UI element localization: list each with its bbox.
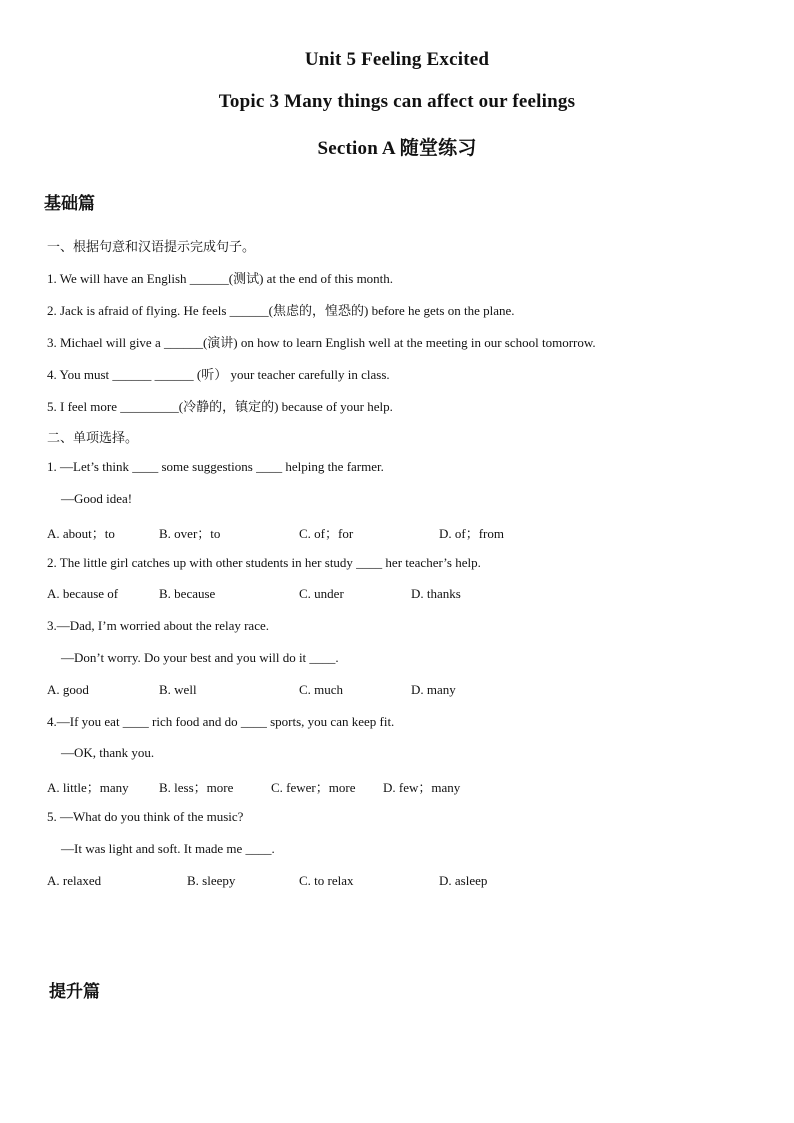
mc-question-3-option-a: A. good [47, 682, 89, 697]
mc-question-2-option-a: A. because of [47, 586, 119, 601]
mc-question-5-option-c: C. to relax [299, 873, 354, 888]
mc-question-5-reply: —It was light and soft. It made me ____. [61, 841, 275, 856]
fill-item-2: 2. Jack is afraid of flying. He feels ______(焦虑的，惶恐的) before he gets on the plane. [47, 303, 515, 318]
mc-question-1-stem: 1. —Let’s think ____ some suggestions ____ helping the farmer. [47, 459, 384, 474]
mc-question-3-reply: —Don’t worry. Do your best and you will do it ____. [61, 650, 339, 665]
page-title-section: Section A 随堂练习 [317, 138, 477, 159]
mc-question-1-option-b: B. over；to [159, 526, 221, 541]
mc-question-4-stem: 4.—If you eat ____ rich food and do ____ sports, you can keep fit. [47, 714, 395, 729]
part2-title: 二、单项选择。 [47, 431, 139, 446]
basic-heading: 基础篇 [44, 194, 95, 214]
mc-question-5-option-d: D. asleep [439, 873, 488, 888]
mc-question-4-option-a: A. little；many [47, 780, 129, 795]
mc-question-3-option-c: C. much [299, 682, 344, 697]
mc-question-5-option-b: B. sleepy [187, 873, 236, 888]
mc-question-5-option-a: A. relaxed [47, 873, 102, 888]
mc-question-2-option-b: B. because [159, 586, 216, 601]
mc-question-1-option-c: C. of；for [299, 526, 354, 541]
part1-title: 一、根据句意和汉语提示完成句子。 [47, 240, 256, 255]
advanced-heading: 提升篇 [49, 982, 100, 1002]
mc-question-2-stem: 2. The little girl catches up with other students in her study ____ her teacher’s help. [47, 555, 481, 570]
mc-question-4-option-b: B. less；more [159, 780, 234, 795]
mc-question-4-option-c: C. fewer；more [271, 780, 356, 795]
fill-item-1: 1. We will have an English ______(测试) at the end of this month. [47, 271, 394, 286]
page-title-unit: Unit 5 Feeling Excited [304, 49, 490, 70]
mc-question-4-option-d: D. few；many [383, 780, 461, 795]
mc-question-3-stem: 3.—Dad, I’m worried about the relay race. [47, 618, 269, 633]
mc-question-1-reply: —Good idea! [61, 491, 133, 506]
mc-question-1-option-d: D. of；from [439, 526, 504, 541]
fill-item-4: 4. You must ______ ______ (听） your teacher carefully in class. [47, 367, 390, 382]
fill-item-3: 3. Michael will give a ______(演讲) on how to learn English well at the meeting in our school tomorrow. [47, 335, 596, 350]
mc-question-4-reply: —OK, thank you. [61, 745, 155, 760]
mc-question-1-option-a: A. about；to [47, 526, 115, 541]
page-title-topic: Topic 3 Many things can affect our feelings [218, 91, 576, 112]
mc-question-2-option-d: D. thanks [411, 586, 461, 601]
fill-item-5: 5. I feel more _________(冷静的，镇定的) because of your help. [47, 399, 393, 414]
mc-question-3-option-b: B. well [159, 682, 197, 697]
mc-question-3-option-d: D. many [411, 682, 456, 697]
mc-question-2-option-c: C. under [299, 586, 344, 601]
mc-question-5-stem: 5. —What do you think of the music? [47, 809, 244, 824]
